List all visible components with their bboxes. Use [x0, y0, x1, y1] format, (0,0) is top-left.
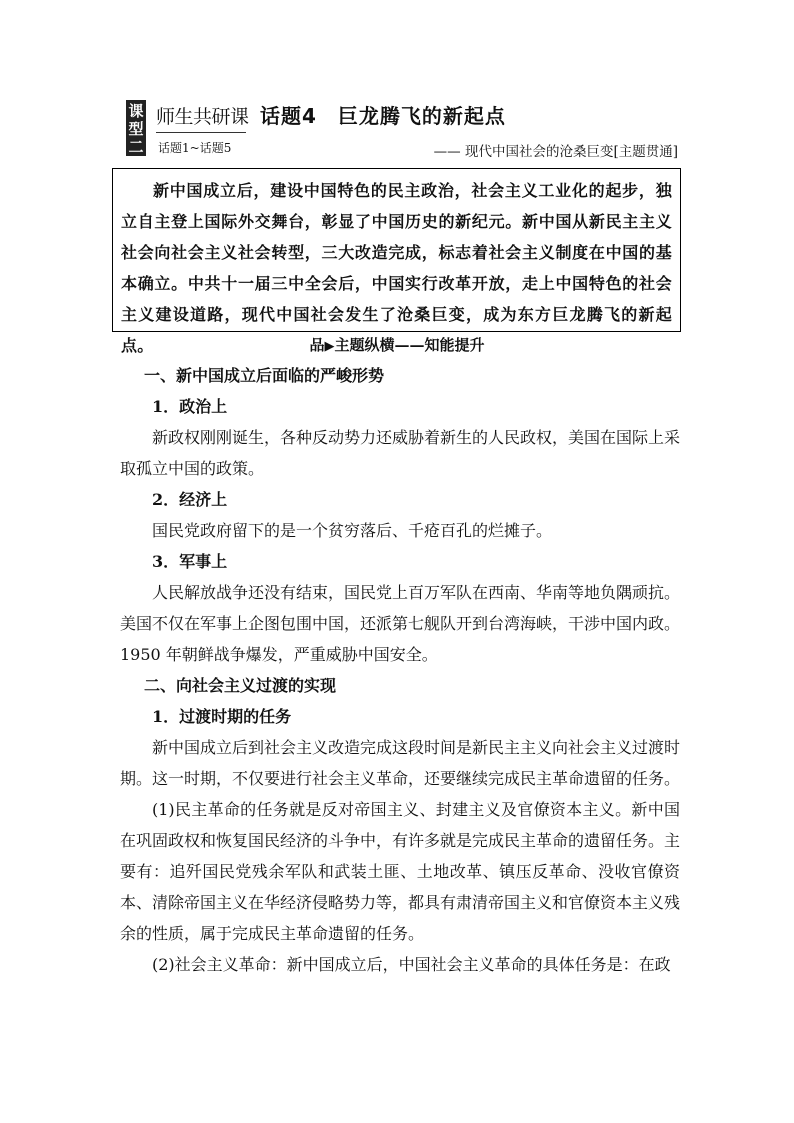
- body-paragraph: 人民解放战争还没有结束，国民党上百万军队在西南、华南等地负隅顽抗。美国不仅在军事上企图包围中国，还派第七舰队开到台湾海峡，干涉中国内政。1950 年朝鲜战争爆发，严重威胁中国安全。: [120, 583, 681, 664]
- play-arrow-icon: ▶: [324, 339, 335, 354]
- section-title-text: 主题纵横——知能提升: [334, 336, 485, 354]
- lesson-type-tag: [126, 100, 146, 156]
- lesson-tag-char: 二: [128, 138, 144, 156]
- section-title: [0, 334, 794, 355]
- body-paragraph: 国民党政府留下的是一个贫穷落后、千疮百孔的烂摊子。: [152, 521, 553, 540]
- section-heading: 二、向社会主义过渡的实现: [144, 676, 337, 695]
- intro-text: 新中国成立后，建设中国特色的民主政治，社会主义工业化的起步，独立自主登上国际外交舞台，彰显了中国历史的新纪元。新中国从新民主主义社会向社会主义社会转型，三大改造完成，标志着社会主义制度在中国的基本确立。中共十一届三中全会后，中国实行改革开放，走上中国特色的社会主义建设道路，现代中国社会发生了沧桑巨变，成为东方巨龙腾飞的新起点。: [121, 181, 672, 355]
- lesson-mode: 师生共研课: [156, 106, 249, 128]
- mode-underline: [156, 132, 246, 133]
- subsection-heading: 1．过渡时期的任务: [152, 707, 292, 726]
- section-heading: 一、新中国成立后面临的严峻形势: [144, 366, 385, 385]
- section-prefix: 品: [309, 336, 325, 354]
- lesson-tag-char: 型: [128, 120, 144, 138]
- lesson-tag-char: 课: [128, 102, 144, 120]
- subsection-heading: 3．军事上: [152, 552, 228, 571]
- subsection-heading: 2．经济上: [152, 490, 228, 509]
- topic-title: 话题4 巨龙腾飞的新起点: [260, 104, 506, 128]
- topic-subtitle: —— 现代中国社会的沧桑巨变[主题贯通]: [433, 144, 678, 160]
- main-content: [120, 360, 680, 980]
- body-paragraph: 新中国成立后到社会主义改造完成这段时间是新民主主义向社会主义过渡时期。这一时期，不仅要进行社会主义革命，还要继续完成民主革命遗留的任务。: [120, 738, 681, 788]
- page-header: [118, 100, 678, 160]
- body-paragraph: (1)民主革命的任务就是反对帝国主义、封建主义及官僚资本主义。新中国在巩固政权和恢复国民经济的斗争中，有许多就是完成民主革命的遗留任务。主要有：追歼国民党残余军队和武装土匪、土地改革、镇压反革命、没收官僚资本、清除帝国主义在华经济侵略势力等，都具有肃清帝国主义和官僚资本主义残余的性质，属于完成民主革命遗留的任务。: [120, 800, 681, 943]
- topic-range: 话题1~话题5: [158, 141, 232, 155]
- body-paragraph: 新政权刚刚诞生，各种反动势力还威胁着新生的人民政权，美国在国际上采取孤立中国的政策。: [120, 428, 681, 478]
- body-paragraph: (2)社会主义革命：新中国成立后，中国社会主义革命的具体任务是：在政: [152, 955, 671, 974]
- subsection-heading: 1．政治上: [152, 397, 228, 416]
